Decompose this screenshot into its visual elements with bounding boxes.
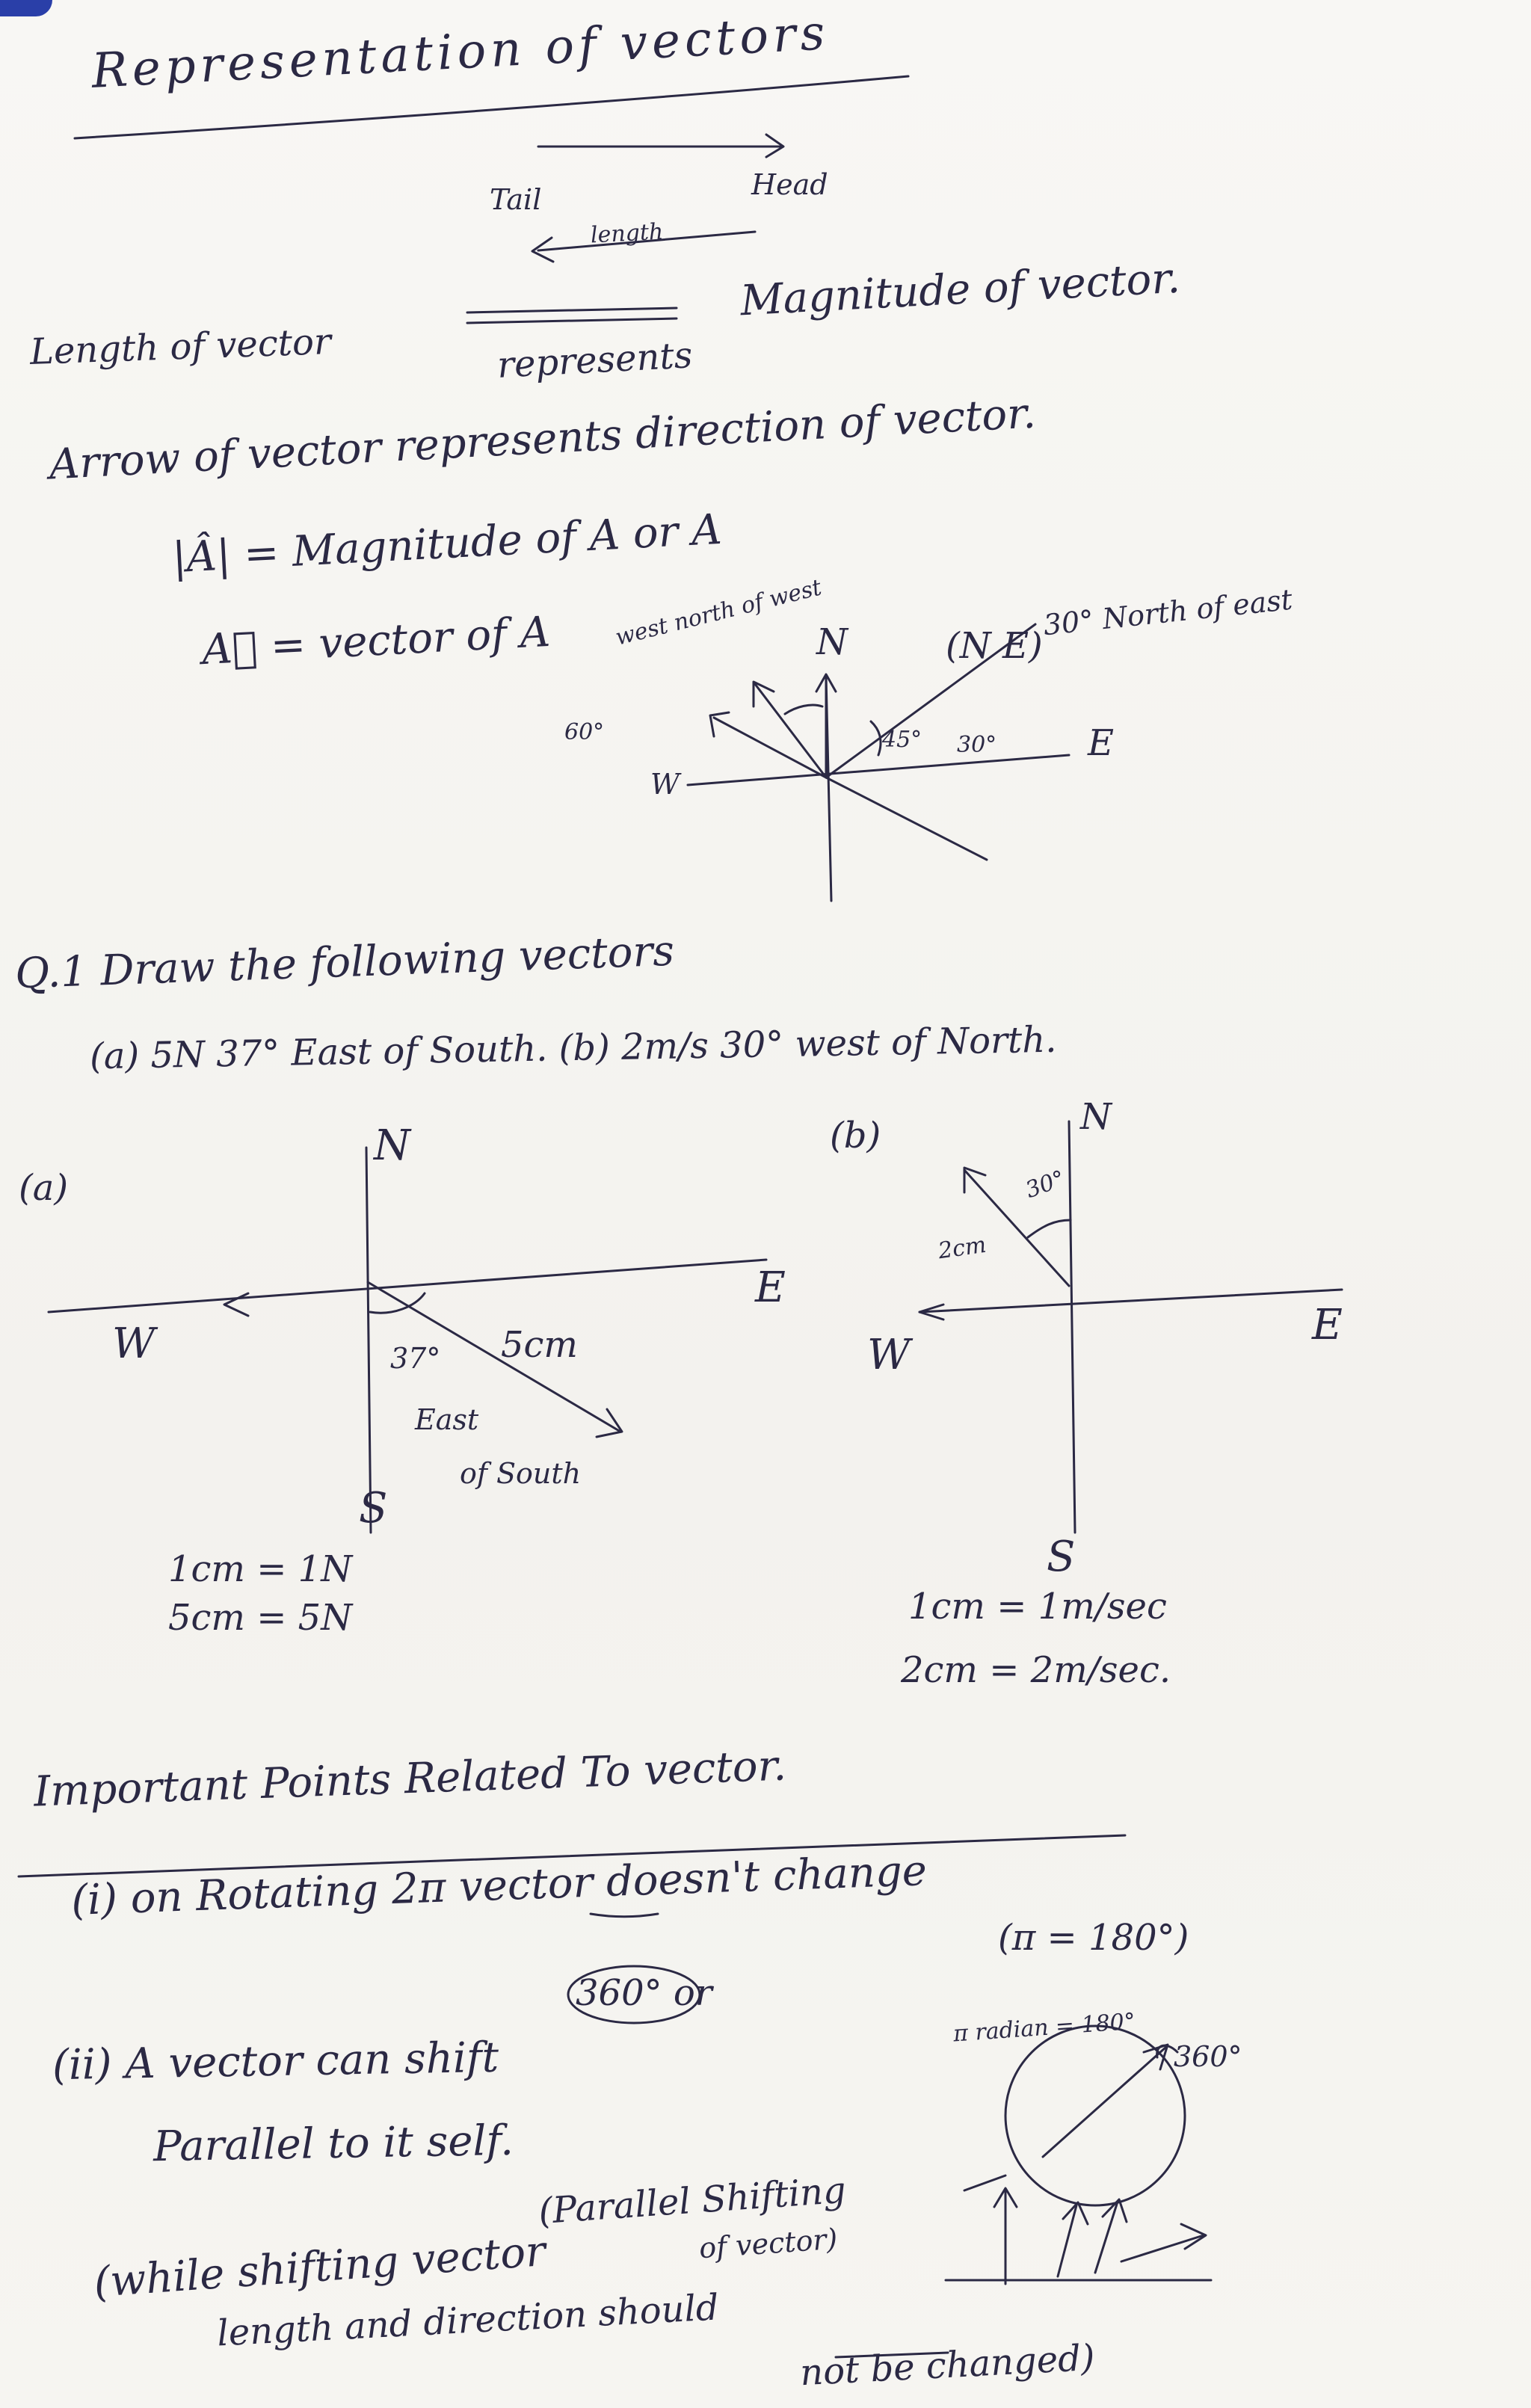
- compass-horizontal: [688, 755, 1069, 785]
- fig-b-magnitude: 2cm: [936, 1231, 988, 1265]
- vector-line: A⃗ = vector of A: [200, 607, 552, 675]
- fig-a-label: (a): [19, 1167, 69, 1209]
- tail-label: Tail: [490, 183, 542, 216]
- arrow-line: Arrow of vector represents direction of vector.: [48, 389, 1038, 490]
- rotation-radius: [1043, 2047, 1166, 2157]
- fig-b-horizontal: [919, 1290, 1342, 1312]
- compass-north: N: [816, 621, 848, 663]
- fig-a-angle: 37°: [390, 1342, 441, 1375]
- length-line-a: Length of vector: [29, 320, 332, 374]
- fig-b-scale-1: 1cm = 1m/sec: [908, 1586, 1167, 1628]
- fig-a-north: N: [374, 1121, 410, 1170]
- while-note-c: not be changed): [798, 2336, 1096, 2395]
- parallel-arrow-4: [1121, 2235, 1204, 2261]
- circle-note: 360°: [1174, 2040, 1242, 2073]
- point-1-b: 360° or: [576, 1972, 712, 2014]
- fig-b-angle: 30°: [1022, 1165, 1069, 1204]
- strike-through: [467, 308, 677, 312]
- fig-a-direction-b: of South: [460, 1457, 582, 1490]
- angle-arc-nw: [785, 705, 822, 714]
- compass-west: W: [650, 768, 680, 801]
- fig-b-east: E: [1312, 1301, 1343, 1349]
- fig-a-vertical: [366, 1148, 371, 1533]
- fig-b-label: (b): [830, 1115, 881, 1157]
- question-parts: (a) 5N 37° East of South. (b) 2m/s 30° west of North.: [89, 1018, 1057, 1078]
- fig-b-vertical: [1069, 1121, 1075, 1533]
- fig-b-south: S: [1047, 1533, 1076, 1581]
- parallel-arrow-2: [1058, 2205, 1076, 2276]
- point-2-a: (ii) A vector can shift: [52, 2033, 499, 2090]
- radian-note: π radian = 180°: [952, 2008, 1136, 2048]
- compass-east: E: [1088, 722, 1115, 764]
- compass-north-of-east: 30° North of east: [1041, 582, 1294, 642]
- fig-a-horizontal: [49, 1260, 766, 1312]
- fig-a-south: S: [359, 1484, 388, 1533]
- fig-b-scale-2: 2cm = 2m/sec.: [901, 1649, 1171, 1691]
- fig-a-east: E: [755, 1263, 786, 1312]
- fig-a-west: W: [112, 1320, 155, 1368]
- compass-se-vector: [826, 777, 987, 860]
- fig-a-direction-a: East: [415, 1403, 479, 1436]
- parallel-note-a: (Parallel Shifting: [537, 2169, 848, 2233]
- fig-a-scale-1: 1cm = 1N: [168, 1548, 353, 1590]
- fig-a-magnitude: 5cm: [501, 1324, 578, 1366]
- magnitude-line: |Â| = Magnitude of A or A: [170, 505, 723, 583]
- fig-a-scale-2: 5cm = 5N: [168, 1597, 353, 1639]
- fig-b-angle-arc: [1028, 1220, 1071, 1237]
- fig-b-west: W: [867, 1331, 911, 1379]
- compass-west-of-north: west north of west: [612, 574, 825, 651]
- point-1: (i) on Rotating 2π vector doesn't change: [70, 1847, 928, 1925]
- fig-a-arrowhead: [597, 1409, 622, 1437]
- page-title: Representation of vectors: [90, 5, 831, 99]
- compass-nw-vector-2: [755, 684, 826, 777]
- parallel-bracket: [964, 2175, 1005, 2190]
- strike-through: [467, 318, 677, 323]
- length-line-b: Magnitude of vector.: [739, 253, 1182, 326]
- question-heading: Q.1 Draw the following vectors: [14, 926, 675, 999]
- parallel-arrowhead-4: [1181, 2224, 1206, 2249]
- important-heading: Important Points Related To vector.: [33, 1741, 787, 1817]
- length-label: length: [590, 218, 665, 249]
- compass-angle-45: 45°: [882, 727, 922, 753]
- compass-ne: (N E): [946, 625, 1043, 667]
- pi-note: (π = 180°): [998, 1917, 1189, 1959]
- while-note-a: (while shifting vector: [92, 2226, 547, 2308]
- compass-angle-60: 60°: [564, 719, 605, 745]
- two-pi-underline: [591, 1914, 658, 1917]
- compass-nw-vector: [714, 718, 826, 777]
- compass-angle-30: 30°: [957, 732, 997, 758]
- parallel-note-b: of vector): [697, 2222, 839, 2265]
- fig-b-north: N: [1080, 1096, 1112, 1138]
- length-line-c: represents: [496, 334, 694, 387]
- head-label: Head: [751, 168, 828, 201]
- point-2-b: Parallel to it self.: [153, 2116, 514, 2172]
- while-note-b: length and direction should: [215, 2286, 720, 2355]
